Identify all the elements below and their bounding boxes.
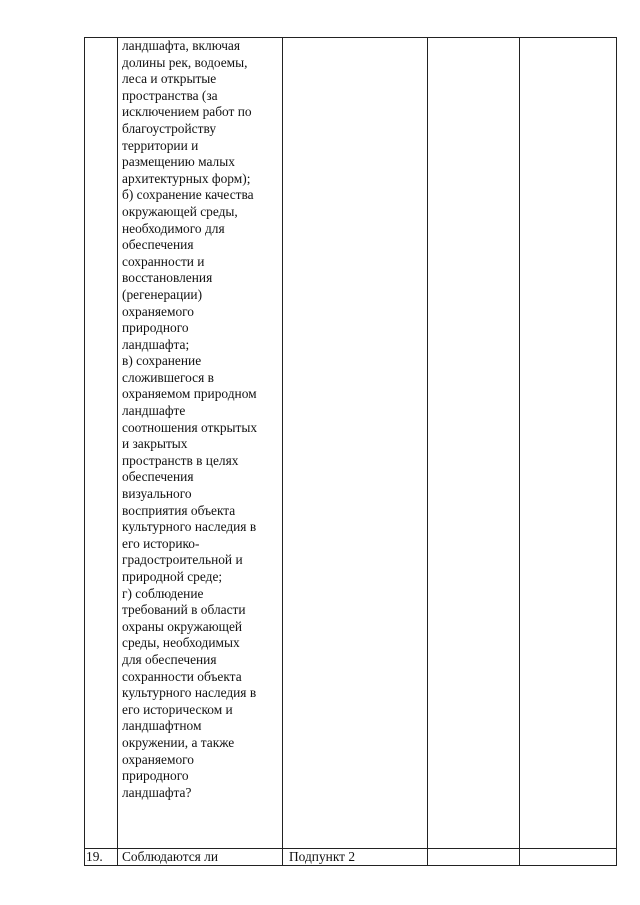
question-cell xyxy=(118,38,283,849)
question-line: сложившегося в xyxy=(122,369,214,385)
question-line: сохранности и xyxy=(122,253,205,269)
question-line: сохранности объекта xyxy=(122,668,242,684)
answer-cell-b xyxy=(520,38,617,849)
question-line: б) сохранение качества xyxy=(122,187,254,203)
question-line: его историческом и xyxy=(122,701,233,717)
question-line: долины рек, водоемы, xyxy=(122,54,248,70)
question-line: восстановления xyxy=(122,270,213,286)
question-text xyxy=(122,38,280,801)
legal-reference-cell xyxy=(283,38,428,849)
question-line: ландшафта; xyxy=(122,336,190,352)
question-line: визуального xyxy=(122,486,192,502)
question-line: архитектурных форм); xyxy=(122,170,251,186)
question-line: ландшафте xyxy=(122,403,186,419)
question-line: ландшафта, включая xyxy=(122,38,241,53)
question-line: исключением работ по xyxy=(122,104,252,120)
answer-cell-b xyxy=(520,849,617,866)
question-line: ландшафтном xyxy=(122,718,202,734)
question-line: охраняемом природном xyxy=(122,386,257,402)
question-line: необходимого для xyxy=(122,220,225,236)
question-line: среды, необходимых xyxy=(122,635,240,651)
question-line: и закрытых xyxy=(122,436,188,452)
question-line: для обеспечения xyxy=(122,651,217,667)
question-line: пространства (за xyxy=(122,87,218,103)
question-line: благоустройству xyxy=(122,120,217,136)
question-line: в) сохранение xyxy=(122,353,202,369)
question-line: окружающей среды, xyxy=(122,203,238,219)
answer-cell-a xyxy=(428,849,520,866)
question-line: пространств в целях xyxy=(122,452,239,468)
question-line: природной среде; xyxy=(122,569,223,584)
row-number-cell xyxy=(85,38,118,849)
legal-reference-cell: Подпункт 2 xyxy=(283,849,428,866)
question-line: культурного наследия в xyxy=(122,519,257,535)
question-line: охраняемого xyxy=(122,751,194,767)
question-line: градостроительной и xyxy=(122,552,243,568)
question-line: природного xyxy=(122,768,189,784)
table-row xyxy=(85,849,617,866)
question-line: окружении, а также xyxy=(122,734,235,750)
checklist-table xyxy=(84,37,617,866)
question-line: охраны окружающей xyxy=(122,618,243,634)
question-line: соотношения открытых xyxy=(122,419,258,435)
question-line: территории и xyxy=(122,137,199,153)
question-line: г) соблюдение xyxy=(122,585,204,601)
question-cell: Соблюдаются ли xyxy=(118,849,283,866)
answer-cell-a xyxy=(428,38,520,849)
question-line: требований в области xyxy=(122,602,246,618)
question-line: культурного наследия в xyxy=(122,685,257,701)
question-line: обеспечения xyxy=(122,469,194,485)
question-line: ландшафта? xyxy=(122,784,192,800)
question-line: природного xyxy=(122,320,189,336)
question-line: (регенерации) xyxy=(122,286,203,302)
question-line: его историко- xyxy=(122,535,200,551)
table-row xyxy=(85,38,617,849)
question-line: охраняемого xyxy=(122,303,194,319)
row-number-cell: 19. xyxy=(85,849,118,866)
question-line: обеспечения xyxy=(122,237,194,253)
question-line: размещению малых xyxy=(122,154,235,170)
question-line: восприятия объекта xyxy=(122,502,236,518)
question-line: леса и открытые xyxy=(122,71,217,87)
